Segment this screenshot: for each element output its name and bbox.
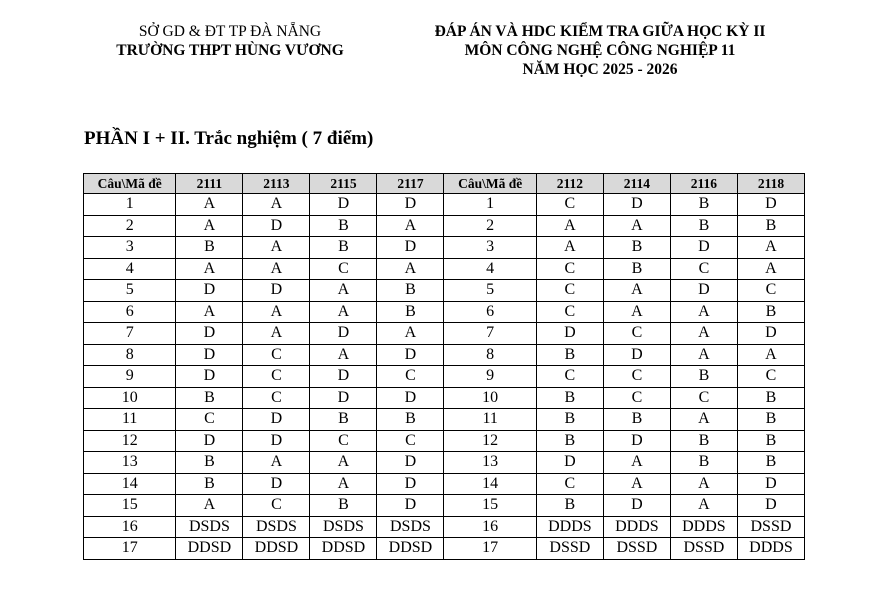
answer-cell: DSSD — [670, 538, 737, 560]
question-number-cell: 1 — [84, 194, 176, 216]
answer-cell: C — [243, 344, 310, 366]
answer-cell: C — [310, 258, 377, 280]
column-header: 2112 — [536, 174, 603, 194]
answer-cell: DSDS — [243, 516, 310, 538]
question-number-cell: 5 — [444, 280, 536, 302]
answer-cell: B — [670, 452, 737, 474]
answer-cell: B — [310, 215, 377, 237]
column-header: 2115 — [310, 174, 377, 194]
answer-cell: B — [737, 215, 804, 237]
answer-cell: B — [670, 430, 737, 452]
answer-cell: B — [603, 237, 670, 259]
table-row — [84, 495, 805, 517]
answer-cell: D — [310, 194, 377, 216]
question-number-cell: 3 — [444, 237, 536, 259]
answer-cell: B — [536, 409, 603, 431]
answer-cell: DSDS — [176, 516, 243, 538]
answer-cell: B — [670, 366, 737, 388]
answer-cell: DSSD — [737, 516, 804, 538]
answer-cell: C — [310, 430, 377, 452]
question-number-cell: 12 — [444, 430, 536, 452]
answer-cell: D — [310, 366, 377, 388]
answer-cell: B — [670, 194, 737, 216]
answer-cell: A — [243, 452, 310, 474]
answer-cell: A — [670, 495, 737, 517]
answer-cell: C — [737, 366, 804, 388]
answer-cell: C — [243, 387, 310, 409]
answer-cell: D — [176, 323, 243, 345]
answer-cell: B — [310, 409, 377, 431]
subject-name: MÔN CÔNG NGHỆ CÔNG NGHIỆP 11 — [464, 42, 736, 59]
exam-header — [395, 22, 805, 79]
question-number-cell: 6 — [84, 301, 176, 323]
question-number-cell: 13 — [444, 452, 536, 474]
answer-key-table — [83, 173, 805, 560]
answer-cell: B — [176, 473, 243, 495]
question-number-cell: 4 — [84, 258, 176, 280]
table-header-row — [84, 174, 805, 194]
answer-cell: D — [737, 194, 804, 216]
question-number-cell: 17 — [84, 538, 176, 560]
answer-cell: B — [670, 215, 737, 237]
answer-cell: DSDS — [377, 516, 444, 538]
question-number-cell: 16 — [84, 516, 176, 538]
answer-cell: A — [670, 323, 737, 345]
answer-cell: C — [176, 409, 243, 431]
answer-cell: C — [536, 473, 603, 495]
table-row — [84, 323, 805, 345]
answer-cell: A — [176, 215, 243, 237]
question-number-cell: 11 — [444, 409, 536, 431]
answer-cell: C — [536, 366, 603, 388]
answer-cell: D — [737, 495, 804, 517]
answer-cell: C — [536, 280, 603, 302]
question-number-cell: 17 — [444, 538, 536, 560]
question-number-cell: 6 — [444, 301, 536, 323]
answer-cell: A — [243, 258, 310, 280]
question-number-cell: 2 — [84, 215, 176, 237]
answer-cell: A — [603, 473, 670, 495]
table-row — [84, 194, 805, 216]
answer-cell: D — [377, 344, 444, 366]
answer-cell: B — [603, 258, 670, 280]
answer-cell: A — [243, 301, 310, 323]
answer-cell: C — [243, 495, 310, 517]
question-number-cell: 2 — [444, 215, 536, 237]
answer-cell: B — [737, 452, 804, 474]
school-year: NĂM HỌC 2025 - 2026 — [522, 61, 678, 78]
answer-cell: A — [737, 258, 804, 280]
answer-cell: DSSD — [603, 538, 670, 560]
answer-cell: A — [377, 215, 444, 237]
answer-cell: D — [176, 280, 243, 302]
answer-cell: D — [670, 280, 737, 302]
question-number-cell: 10 — [84, 387, 176, 409]
column-header: 2117 — [377, 174, 444, 194]
answer-cell: B — [310, 495, 377, 517]
answer-cell: D — [603, 344, 670, 366]
answer-cell: DDDS — [603, 516, 670, 538]
answer-cell: A — [310, 280, 377, 302]
question-number-cell: 16 — [444, 516, 536, 538]
answer-cell: A — [737, 344, 804, 366]
answer-cell: C — [243, 366, 310, 388]
answer-cell: A — [603, 452, 670, 474]
answer-cell: D — [377, 495, 444, 517]
answer-cell: A — [176, 495, 243, 517]
answer-cell: D — [243, 409, 310, 431]
table-row — [84, 237, 805, 259]
answer-cell: C — [603, 387, 670, 409]
answer-cell: DSSD — [536, 538, 603, 560]
answer-cell: D — [310, 323, 377, 345]
table-row — [84, 452, 805, 474]
answer-cell: B — [176, 452, 243, 474]
answer-cell: DSDS — [310, 516, 377, 538]
table-row — [84, 409, 805, 431]
question-number-cell: 7 — [84, 323, 176, 345]
answer-cell: D — [603, 495, 670, 517]
answer-cell: C — [377, 430, 444, 452]
exam-title: ĐÁP ÁN VÀ HDC KIỂM TRA GIỮA HỌC KỲ II — [434, 23, 766, 40]
table-row — [84, 430, 805, 452]
table-row — [84, 344, 805, 366]
answer-cell: A — [377, 323, 444, 345]
question-number-cell: 9 — [444, 366, 536, 388]
table-row — [84, 258, 805, 280]
answer-cell: A — [603, 301, 670, 323]
answer-cell: A — [310, 473, 377, 495]
table-row — [84, 473, 805, 495]
column-header: 2114 — [603, 174, 670, 194]
question-number-cell: 3 — [84, 237, 176, 259]
table-row — [84, 538, 805, 560]
answer-cell: D — [243, 430, 310, 452]
question-number-cell: 1 — [444, 194, 536, 216]
answer-cell: B — [536, 430, 603, 452]
answer-cell: DDSD — [377, 538, 444, 560]
column-header: 2111 — [176, 174, 243, 194]
school-header — [80, 22, 380, 60]
question-number-cell: 5 — [84, 280, 176, 302]
answer-cell: A — [670, 344, 737, 366]
table-row — [84, 387, 805, 409]
table-row — [84, 516, 805, 538]
answer-cell: C — [670, 258, 737, 280]
answer-cell: D — [377, 194, 444, 216]
answer-cell: C — [603, 323, 670, 345]
answer-cell: B — [536, 387, 603, 409]
answer-cell: A — [670, 473, 737, 495]
answer-cell: A — [176, 258, 243, 280]
answer-cell: B — [737, 409, 804, 431]
answer-cell: B — [737, 430, 804, 452]
table-row — [84, 301, 805, 323]
answer-cell: D — [243, 280, 310, 302]
answer-cell: A — [536, 215, 603, 237]
answer-cell: B — [377, 280, 444, 302]
answer-cell: D — [737, 473, 804, 495]
answer-cell: A — [603, 215, 670, 237]
table-row — [84, 366, 805, 388]
answer-cell: B — [310, 237, 377, 259]
question-number-cell: 12 — [84, 430, 176, 452]
answer-cell: D — [377, 473, 444, 495]
answer-cell: D — [176, 366, 243, 388]
question-number-cell: 15 — [84, 495, 176, 517]
answer-cell: C — [603, 366, 670, 388]
answer-cell: A — [737, 237, 804, 259]
answer-cell: D — [243, 473, 310, 495]
column-header: 2118 — [737, 174, 804, 194]
school-name: TRƯỜNG THPT HÙNG VƯƠNG — [116, 42, 344, 59]
answer-cell: C — [536, 194, 603, 216]
question-number-cell: 8 — [444, 344, 536, 366]
answer-cell: DDSD — [243, 538, 310, 560]
answer-cell: D — [176, 430, 243, 452]
answer-cell: D — [176, 344, 243, 366]
answer-cell: D — [243, 215, 310, 237]
answer-cell: B — [536, 344, 603, 366]
answer-cell: D — [737, 323, 804, 345]
answer-cell: D — [670, 237, 737, 259]
answer-cell: B — [737, 387, 804, 409]
question-number-cell: 9 — [84, 366, 176, 388]
section-title: PHẦN I + II. Trắc nghiệm ( 7 điểm) — [84, 128, 374, 149]
question-number-cell: 15 — [444, 495, 536, 517]
answer-cell: C — [670, 387, 737, 409]
answer-cell: DDSD — [310, 538, 377, 560]
answer-cell: A — [536, 237, 603, 259]
table-row — [84, 215, 805, 237]
answer-cell: D — [603, 430, 670, 452]
answer-cell: D — [536, 323, 603, 345]
column-header: 2113 — [243, 174, 310, 194]
answer-cell: D — [377, 452, 444, 474]
answer-cell: A — [670, 409, 737, 431]
question-number-cell: 11 — [84, 409, 176, 431]
answer-cell: B — [377, 409, 444, 431]
answer-cell: A — [377, 258, 444, 280]
answer-cell: D — [377, 237, 444, 259]
answer-cell: DDDS — [536, 516, 603, 538]
answer-cell: B — [176, 237, 243, 259]
answer-cell: A — [243, 237, 310, 259]
answer-cell: A — [310, 452, 377, 474]
answer-cell: D — [536, 452, 603, 474]
answer-cell: C — [377, 366, 444, 388]
department-name: SỞ GD & ĐT TP ĐÀ NẴNG — [138, 23, 322, 40]
question-number-cell: 14 — [84, 473, 176, 495]
answer-cell: A — [176, 194, 243, 216]
answer-cell: A — [310, 301, 377, 323]
answer-cell: A — [243, 194, 310, 216]
answer-cell: A — [176, 301, 243, 323]
answer-cell: A — [310, 344, 377, 366]
table-body — [84, 194, 805, 560]
question-number-cell: 13 — [84, 452, 176, 474]
answer-cell: D — [377, 387, 444, 409]
answer-cell: DDDS — [670, 516, 737, 538]
answer-cell: B — [737, 301, 804, 323]
question-number-cell: 14 — [444, 473, 536, 495]
answer-cell: B — [377, 301, 444, 323]
answer-cell: DDSD — [176, 538, 243, 560]
column-header: Câu\Mã đề — [84, 174, 176, 194]
answer-cell: A — [670, 301, 737, 323]
answer-cell: B — [536, 495, 603, 517]
column-header: 2116 — [670, 174, 737, 194]
answer-cell: C — [737, 280, 804, 302]
answer-cell: A — [243, 323, 310, 345]
question-number-cell: 7 — [444, 323, 536, 345]
question-number-cell: 10 — [444, 387, 536, 409]
answer-cell: B — [603, 409, 670, 431]
answer-cell: D — [310, 387, 377, 409]
answer-cell: C — [536, 258, 603, 280]
answer-cell: C — [536, 301, 603, 323]
question-number-cell: 4 — [444, 258, 536, 280]
answer-cell: B — [176, 387, 243, 409]
column-header: Câu\Mã đề — [444, 174, 536, 194]
answer-cell: A — [603, 280, 670, 302]
answer-cell: D — [603, 194, 670, 216]
question-number-cell: 8 — [84, 344, 176, 366]
answer-cell: DDDS — [737, 538, 804, 560]
table-row — [84, 280, 805, 302]
